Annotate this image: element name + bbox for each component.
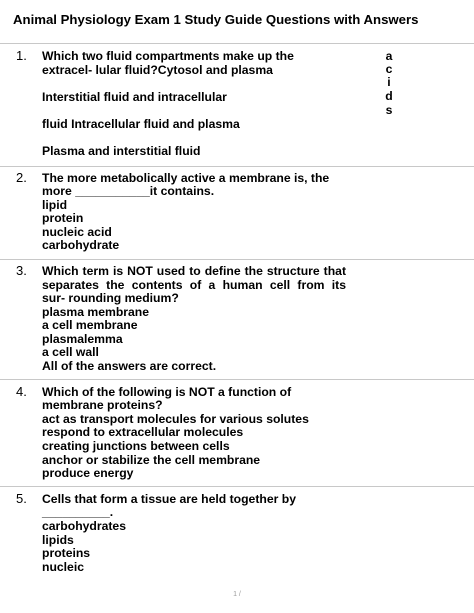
divider — [0, 379, 474, 380]
answer-option: produce energy — [42, 466, 134, 480]
side-letter: d — [385, 89, 393, 103]
question-text: Which two fluid compartments make up the — [42, 49, 294, 63]
side-letter: i — [387, 75, 391, 89]
side-letter: s — [385, 103, 393, 117]
question-number: 5. — [16, 491, 27, 506]
question-number: 1. — [16, 48, 27, 63]
side-letter: a — [385, 49, 393, 63]
question-text: separates the contents of a human cell from its — [42, 278, 346, 292]
answer-option: carbohydrates — [42, 519, 126, 533]
divider — [0, 486, 474, 487]
answer-option: plasma membrane — [42, 305, 150, 319]
answer-option: plasmalemma — [42, 332, 123, 346]
answer-option: All of the answers are correct. — [42, 359, 217, 373]
side-letter: c — [385, 62, 393, 76]
page-number: 1 / — [233, 591, 241, 598]
question-text: more ___________it contains. — [42, 184, 215, 198]
answer-option: respond to extracellular molecules — [42, 425, 244, 439]
divider — [0, 43, 474, 44]
divider — [0, 166, 474, 167]
answer-option: extracel- lular fluid?Cytosol and plasma — [42, 63, 273, 77]
answer-option: creating junctions between cells — [42, 439, 230, 453]
answer-option: protein — [42, 211, 84, 225]
answer-option: act as transport molecules for various solutes — [42, 412, 309, 426]
question-number: 4. — [16, 384, 27, 399]
answer-option: a cell wall — [42, 345, 99, 359]
divider — [0, 259, 474, 260]
answer-option: lipids — [42, 533, 74, 547]
answer-option: proteins — [42, 546, 91, 560]
document-title: Animal Physiology Exam 1 Study Guide Questions with Answers — [13, 12, 419, 27]
answer-option: carbohydrate — [42, 238, 120, 252]
question-text: __________. — [42, 505, 114, 519]
question-text: membrane proteins? — [42, 398, 163, 412]
question-text: Which of the following is NOT a function of — [42, 385, 292, 399]
question-text: Which term is NOT used to define the structure that — [42, 264, 346, 278]
answer-option: a cell membrane — [42, 318, 138, 332]
answer-option: nucleic — [42, 560, 84, 574]
answer-option: Interstitial fluid and intracellular — [42, 90, 227, 104]
question-text: Cells that form a tissue are held together by — [42, 492, 296, 506]
answer-option: lipid — [42, 198, 68, 212]
answer-option: Plasma and interstitial fluid — [42, 144, 201, 158]
question-number: 2. — [16, 170, 27, 185]
question-text: sur- rounding medium? — [42, 291, 179, 305]
answer-option: fluid Intracellular fluid and plasma — [42, 117, 240, 131]
answer-option: nucleic acid — [42, 225, 112, 239]
question-number: 3. — [16, 263, 27, 278]
question-text: The more metabolically active a membrane is, the — [42, 171, 330, 185]
answer-option: anchor or stabilize the cell membrane — [42, 453, 261, 467]
